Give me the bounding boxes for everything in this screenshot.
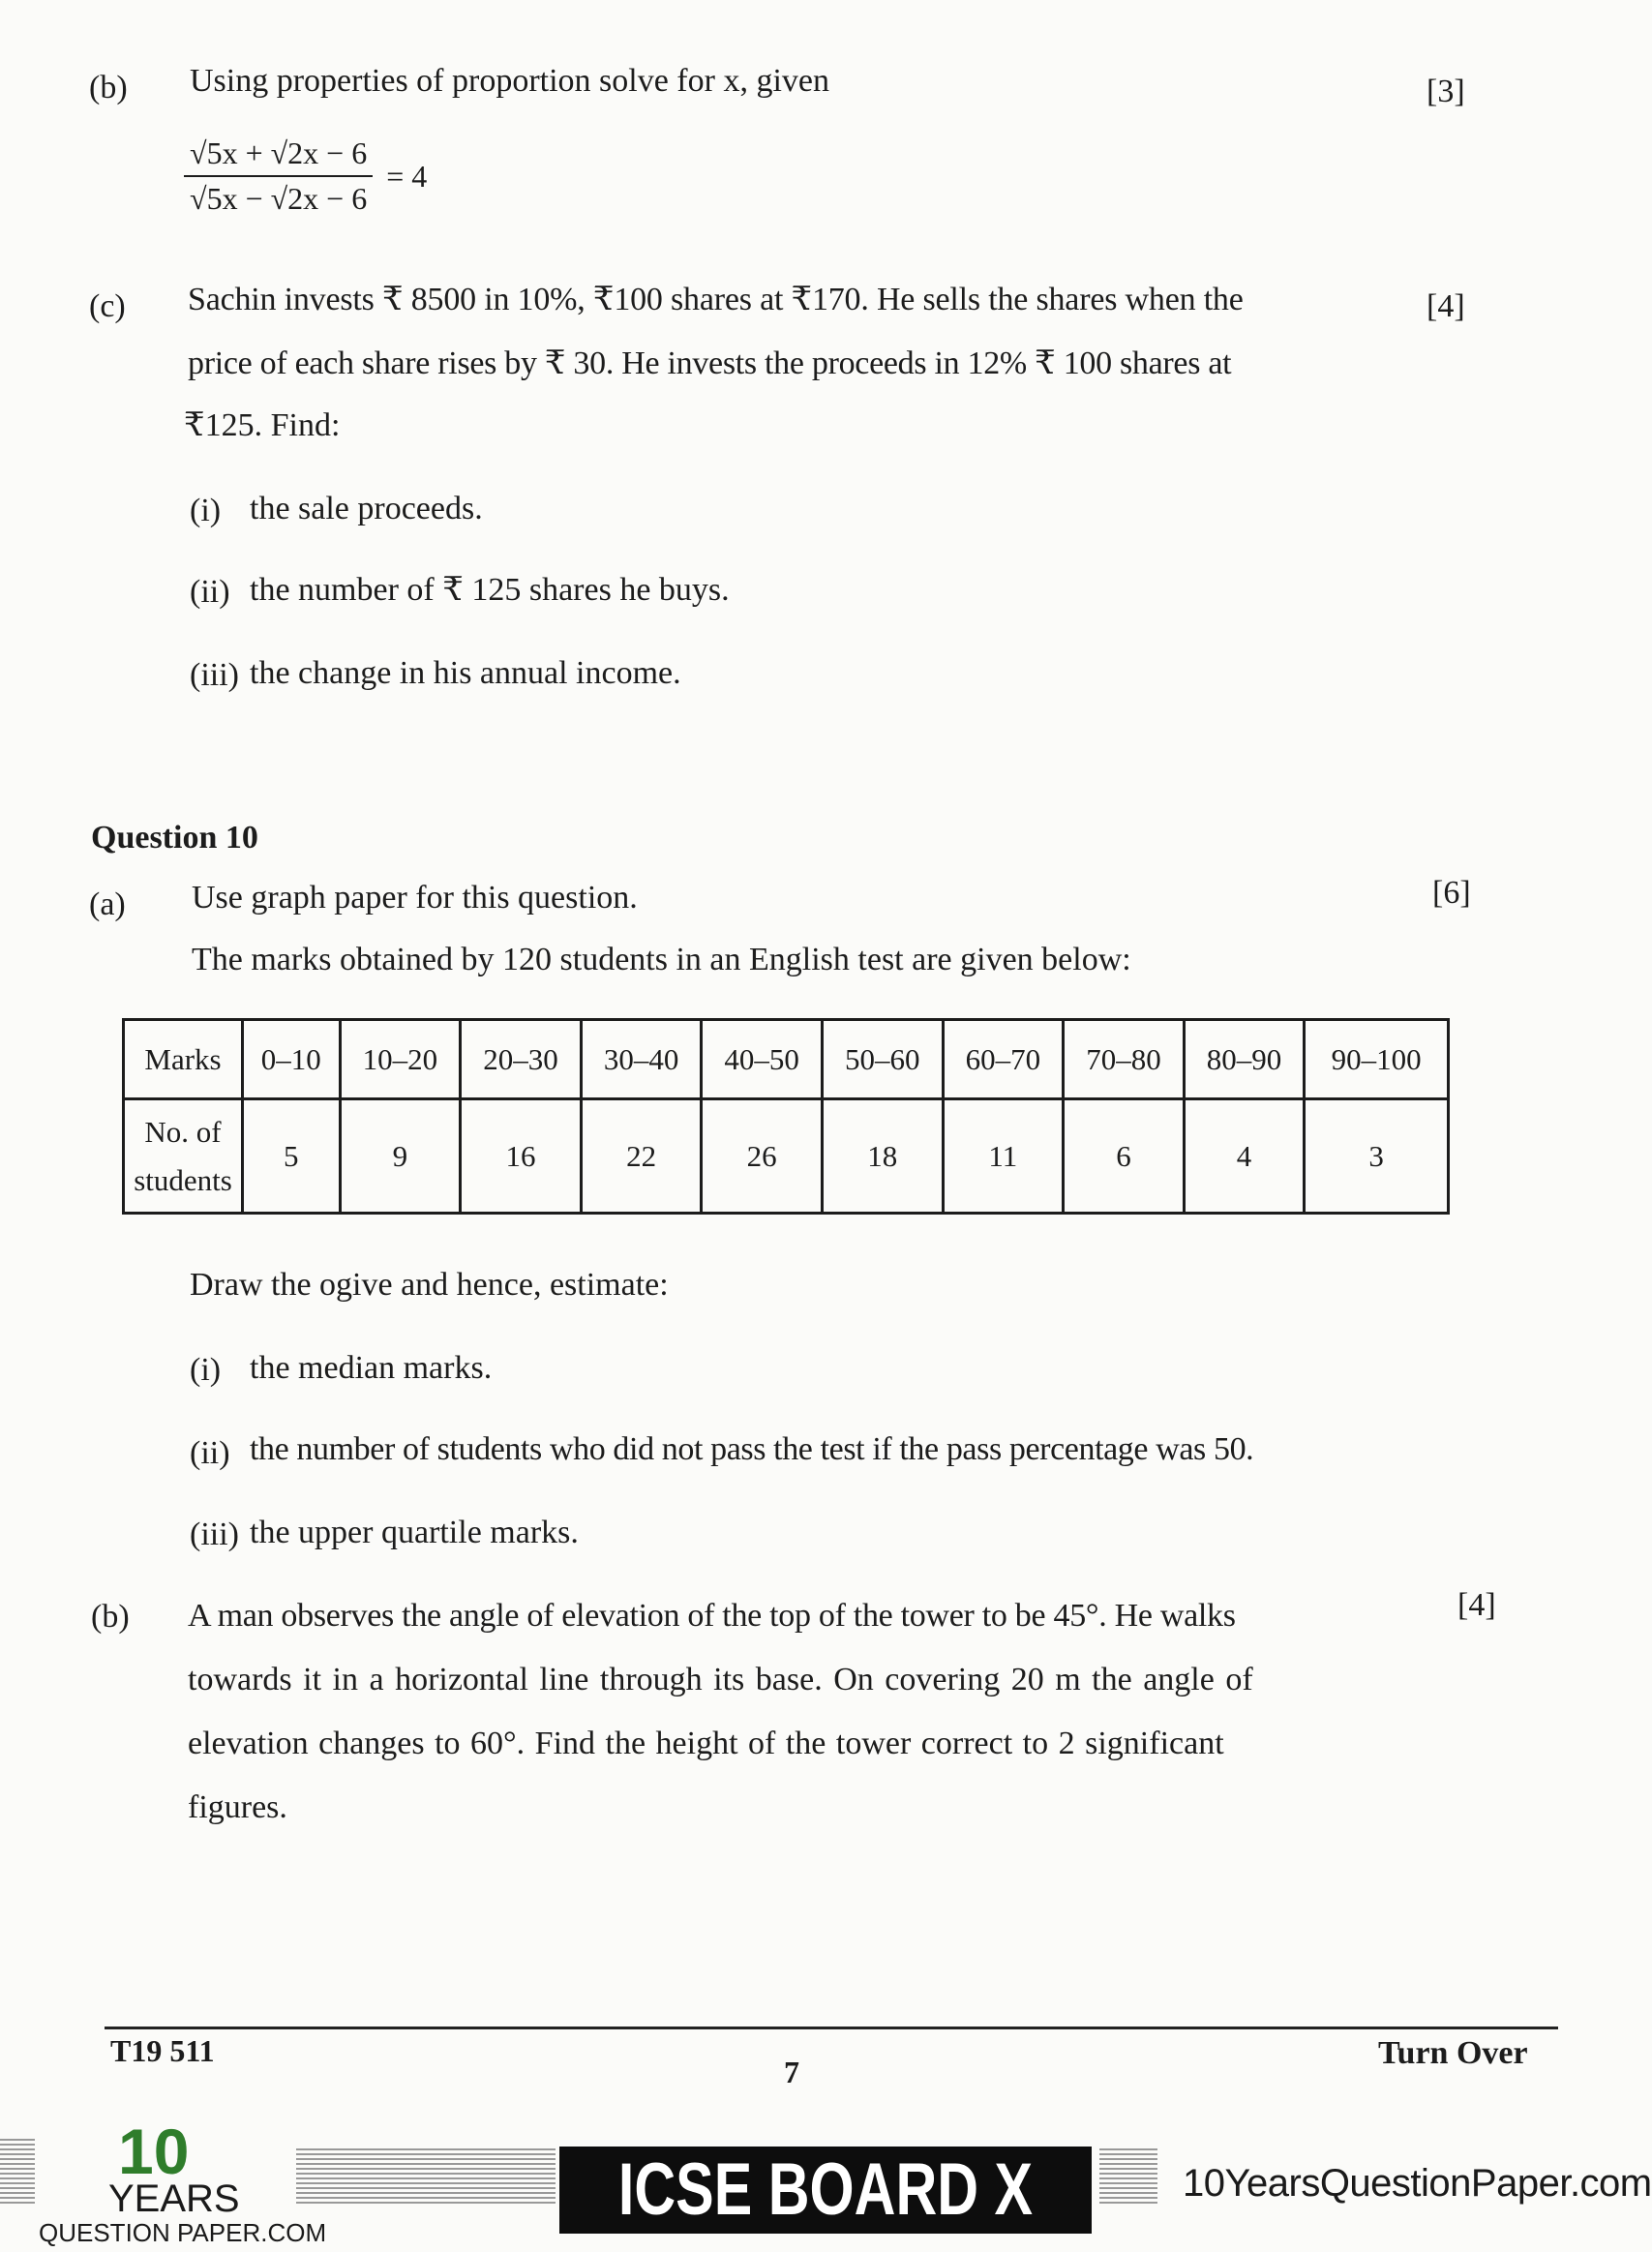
part-b-text: Using properties of proportion solve for x, given <box>190 63 829 99</box>
part-b-marks: [3] <box>1427 74 1465 109</box>
q10a-line-1: Use graph paper for this question. <box>192 880 638 916</box>
banner-website: 10YearsQuestionPaper.com <box>1183 2162 1652 2205</box>
table-cell-class: 50–60 <box>822 1020 943 1099</box>
q10a-subpart-ii-text: the number of students who did not pass the test if the pass percentage was 50. <box>250 1431 1254 1467</box>
table-cell-frequency: 26 <box>702 1099 823 1214</box>
logo-number: 10 <box>118 2116 190 2187</box>
marks-frequency-table <box>122 1018 1450 1215</box>
equation-numerator: √5x + √2x − 6 <box>184 135 373 177</box>
table-cell-frequency: 16 <box>461 1099 582 1214</box>
table-cell-frequency: 6 <box>1064 1099 1185 1214</box>
part-c-subpart-i-num: (i) <box>190 493 222 528</box>
part-c-subpart-iii-num: (iii) <box>190 657 239 693</box>
table-cell-class: 20–30 <box>461 1020 582 1099</box>
table-cell-frequency: 22 <box>581 1099 702 1214</box>
q10a-subpart-iii-num: (iii) <box>190 1516 239 1552</box>
table-header-students <box>124 1099 243 1214</box>
table-cell-frequency: 5 <box>243 1099 341 1214</box>
logo-years: YEARS <box>108 2177 240 2220</box>
q10b-line-3: elevation changes to 60°. Find the height of the tower correct to 2 significant <box>188 1726 1224 1761</box>
part-c-subpart-ii-text: the number of ₹ 125 shares he buys. <box>250 572 730 608</box>
table-header-students-line-1: No. of <box>144 1114 222 1149</box>
q10b-line-4: figures. <box>188 1789 287 1825</box>
question-10-heading: Question 10 <box>91 820 258 856</box>
part-c-line-2: price of each share rises by ₹ 30. He invests the proceeds in 12% ₹ 100 shares at <box>188 345 1232 381</box>
table-cell-class: 60–70 <box>943 1020 1064 1099</box>
part-c-line-1: Sachin invests ₹ 8500 in 10%, ₹100 shares at ₹170. He sells the shares when the <box>188 282 1244 317</box>
table-cell-class: 0–10 <box>243 1020 341 1099</box>
part-b-label: (b) <box>89 70 128 105</box>
q10b-line-2: towards it in a horizontal line through its base. On covering 20 m the angle of <box>188 1662 1253 1697</box>
table-cell-frequency: 4 <box>1184 1099 1305 1214</box>
q10a-instruction: Draw the ogive and hence, estimate: <box>190 1267 669 1303</box>
footer-rule <box>105 2027 1558 2029</box>
part-c-subpart-ii-num: (ii) <box>190 574 230 610</box>
table-cell-class: 80–90 <box>1184 1020 1305 1099</box>
q10a-subpart-iii-text: the upper quartile marks. <box>250 1515 579 1550</box>
part-c-subpart-i-text: the sale proceeds. <box>250 491 483 526</box>
q10a-subpart-ii-num: (ii) <box>190 1435 230 1471</box>
q10b-line-1: A man observes the angle of elevation of the top of the tower to be 45°. He walks <box>188 1598 1236 1634</box>
table-cell-class: 30–40 <box>581 1020 702 1099</box>
table-cell-class: 90–100 <box>1305 1020 1449 1099</box>
table-header-students-line-2: students <box>134 1162 232 1197</box>
banner <box>0 2116 1652 2252</box>
table-cell-frequency: 18 <box>822 1099 943 1214</box>
q10a-subpart-i-text: the median marks. <box>250 1350 493 1386</box>
footer-turn-over: Turn Over <box>1378 2035 1528 2071</box>
table-cell-frequency: 11 <box>943 1099 1064 1214</box>
table-row-students <box>124 1099 1449 1214</box>
logo-subtitle: QUESTION PAPER.COM <box>39 2218 327 2247</box>
table-cell-class: 10–20 <box>340 1020 461 1099</box>
table-cell-frequency: 3 <box>1305 1099 1449 1214</box>
part-c-marks: [4] <box>1427 288 1465 324</box>
table-cell-class: 70–80 <box>1064 1020 1185 1099</box>
part-c-label: (c) <box>89 288 126 324</box>
equation-denominator: √5x − √2x − 6 <box>190 181 368 216</box>
q10a-marks: [6] <box>1432 875 1471 911</box>
q10a-line-2: The marks obtained by 120 students in an English test are given below: <box>192 942 1131 977</box>
table-row-marks <box>124 1020 1449 1099</box>
table-header-marks: Marks <box>124 1020 243 1099</box>
table-cell-frequency: 9 <box>340 1099 461 1214</box>
q10a-subpart-i-num: (i) <box>190 1352 222 1388</box>
banner-title: ICSE BOARD X <box>617 2148 1034 2231</box>
part-b-equation <box>184 135 427 217</box>
q10b-marks: [4] <box>1457 1587 1496 1623</box>
part-c-line-3: ₹125. Find: <box>184 407 341 443</box>
footer-paper-code: T19 511 <box>110 2033 215 2068</box>
q10b-label: (b) <box>91 1599 130 1635</box>
banner-middle-stripes <box>296 2148 556 2207</box>
banner-left-stripes <box>0 2139 35 2207</box>
table-cell-class: 40–50 <box>702 1020 823 1099</box>
equation-fraction <box>184 135 373 217</box>
footer-page-number: 7 <box>784 2055 799 2089</box>
banner-right-stripes <box>1099 2148 1157 2207</box>
part-c-subpart-iii-text: the change in his annual income. <box>250 655 681 691</box>
equation-rhs: = 4 <box>386 158 428 194</box>
q10a-label: (a) <box>89 886 126 922</box>
